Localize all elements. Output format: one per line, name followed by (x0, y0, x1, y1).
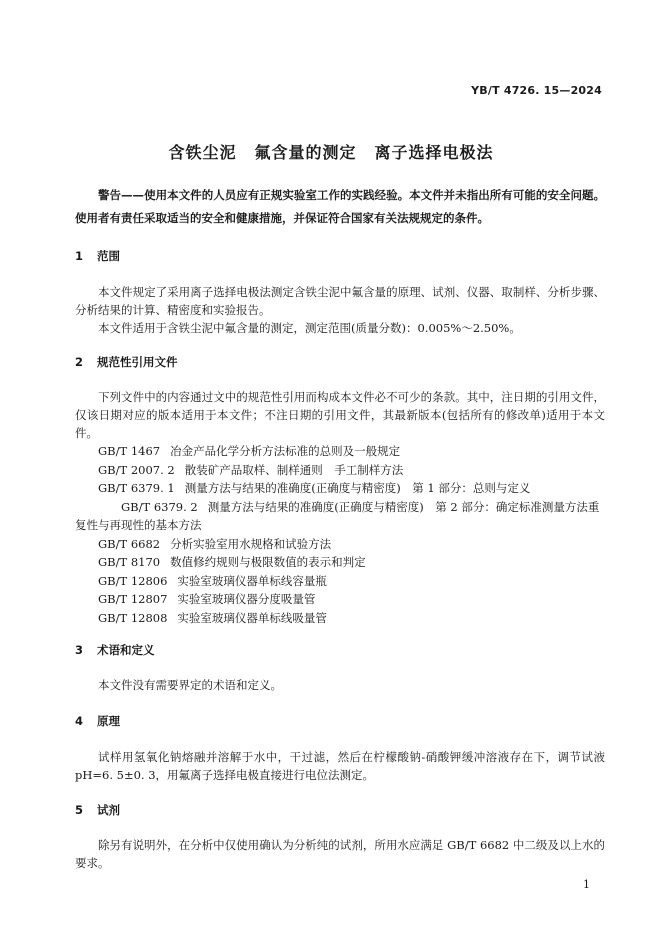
reference-code: GB/T 2007. 2 (98, 462, 175, 477)
reference-code: GB/T 12806 (98, 573, 168, 588)
reference-title: 测量方法与结果的准确度(正确度与精密度) 第 2 部分：确定标准测量方法重复性与再现性的基本方法 (75, 499, 600, 532)
normative-intro-paragraph: 下列文件中的内容通过文中的规范性引用而构成本文件必不可少的条款。其中，注日期的引用文件，仅该日期对应的版本适用于本文件；不注日期的引用文件，其最新版本(包括所有的修改单)适用于本文件。 (75, 390, 605, 440)
reference-item (75, 442, 605, 461)
reference-item (75, 572, 605, 591)
reference-title: 数值修约规则与极限数值的表示和判定 (170, 555, 366, 569)
reference-title: 冶金产品化学分析方法标准的总则及一般规定 (170, 444, 401, 458)
reagents-paragraph: 除另有说明外，在分析中仅使用确认为分析纯的试剂，所用水应满足 GB/T 6682 中二级及以上水的要求。 (75, 838, 605, 870)
reference-code: GB/T 1467 (98, 444, 161, 458)
reference-code: GB/T 6379. 1 (98, 481, 175, 495)
reference-title: 测量方法与结果的准确度(正确度与精密度) 第 1 部分：总则与定义 (184, 481, 531, 495)
section-title: 术语和定义 (97, 643, 155, 657)
reference-title: 实验室玻璃仪器单标线吸量管 (177, 610, 327, 625)
reference-code: GB/T 6682 (98, 536, 161, 551)
section-heading-scope (75, 248, 120, 264)
reference-title: 分析实验室用水规格和试验方法 (170, 536, 332, 551)
principle-paragraph: 试样用氢氧化钠熔融并溶解于水中，干过滤，然后在柠檬酸钠-硝酸钾缓冲溶液存在下，调节试液 pH=6. 5±0. 3，用氟离子选择电极直接进行电位法测定。 (75, 750, 605, 782)
reference-title: 散装矿产品取样、制样通则 手工制样方法 (184, 462, 404, 477)
scope-paragraph-1: 本文件规定了采用离子选择电极法测定含铁尘泥中氟含量的原理、试剂、仪器、取制样、分析步骤、分析结果的计算、精密度和实验报告。 (75, 285, 605, 317)
reference-item (75, 590, 605, 609)
reference-list (75, 442, 605, 627)
section-number: 5 (75, 803, 84, 817)
reference-item (75, 498, 605, 535)
section-heading-reagents (75, 802, 120, 818)
section-title: 范围 (97, 249, 120, 263)
reference-item (75, 461, 605, 480)
reference-code: GB/T 12807 (98, 592, 168, 606)
section-heading-principle (75, 713, 120, 729)
scope-paragraph-2: 本文件适用于含铁尘泥中氟含量的测定，测定范围(质量分数)：0.005%～2.50%。 (98, 321, 521, 335)
reference-code: GB/T 12808 (98, 610, 168, 625)
reference-code: GB/T 8170 (98, 555, 161, 569)
section-number: 2 (75, 355, 84, 369)
title-part-3: 离子选择电极法 (374, 143, 494, 162)
reference-code: GB/T 6379. 2 (121, 499, 198, 514)
title-part-2: 氟含量的测定 (254, 143, 357, 162)
section-title: 原理 (97, 714, 120, 728)
standard-code: YB/T 4726. 15—2024 (471, 84, 602, 97)
reference-item (75, 553, 605, 572)
reference-item (75, 609, 605, 628)
section-number: 3 (75, 643, 84, 657)
reference-item (75, 535, 605, 554)
section-title: 试剂 (97, 803, 120, 817)
section-title: 规范性引用文件 (97, 355, 178, 369)
reference-title: 实验室玻璃仪器分度吸量管 (177, 592, 316, 606)
section-number: 4 (75, 714, 84, 728)
section-heading-terms (75, 642, 155, 658)
document-title (0, 140, 662, 163)
terms-paragraph: 本文件没有需要界定的术语和定义。 (98, 678, 282, 692)
reference-item (75, 479, 605, 498)
title-part-1: 含铁尘泥 (168, 143, 237, 162)
warning-paragraph: 警告——使用本文件的人员应有正规实验室工作的实践经验。本文件并未指出所有可能的安全问题。使用者有责任采取适当的安全和健康措施，并保证符合国家有关法规规定的条件。 (75, 188, 605, 225)
section-heading-normative-references (75, 354, 178, 370)
reference-title: 实验室玻璃仪器单标线容量瓶 (177, 573, 327, 588)
page-number: 1 (583, 878, 590, 891)
section-number: 1 (75, 249, 84, 263)
